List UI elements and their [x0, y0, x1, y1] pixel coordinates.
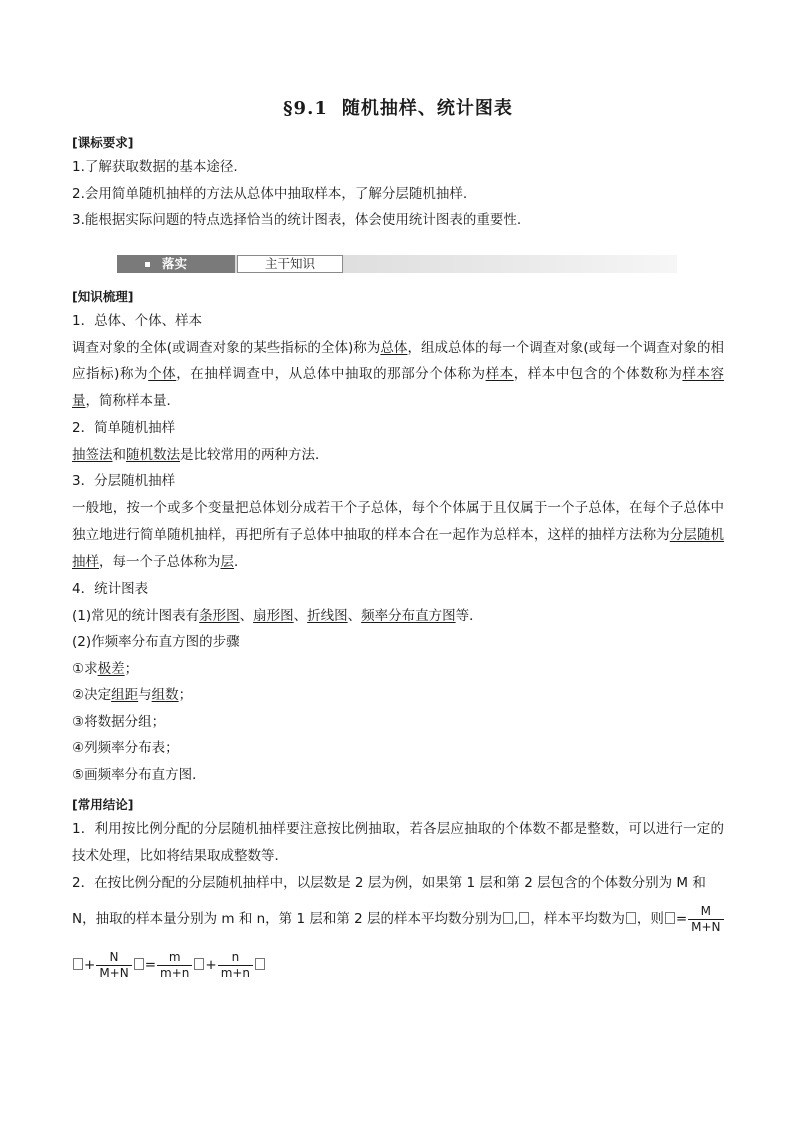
key-term: 样本容量 [72, 366, 725, 410]
placeholder-box-icon [255, 958, 265, 970]
key-term: 层 [220, 553, 234, 570]
placeholder-box-icon [503, 912, 513, 924]
key-term: 分层随机抽样 [72, 527, 725, 570]
section-heading: 4．统计图表 [72, 580, 149, 597]
fraction: $\frac{N}{M+N}$ [96, 950, 131, 981]
key-term: 条形图 [199, 607, 240, 624]
key-term: 组距 [111, 687, 139, 704]
placeholder-box-icon [194, 958, 204, 970]
key-term: 个体 [148, 366, 177, 383]
paragraph: (1)常见的统计图表有条形图、扇形图、折线图、频率分布直方图等． [72, 607, 483, 624]
step-item: ④列频率分布表； [72, 740, 179, 757]
key-term: 折线图 [307, 607, 348, 624]
step-item: ⑤画频率分布直方图． [72, 766, 206, 783]
section-heading: 3．分层随机抽样 [72, 473, 176, 490]
paragraph: 一般地，按一个或多个变量把总体划分成若干个子总体，每个个体属于且仅属于一个子总体，在每个子总体中独立地进行简单随机抽样，再把所有子总体中抽取的样本合在一起作为总样本，这样的抽样方法称为分层随机抽样，每一个子总体称为层． [72, 500, 725, 570]
square-bullet-icon [145, 262, 150, 267]
requirement-item: 3.能根据实际问题的特点选择恰当的统计图表，体会使用统计图表的重要性. [72, 212, 522, 228]
key-term: 抽签法 [72, 446, 113, 463]
paragraph: 调查对象的全体(或调查对象的某些指标的全体)称为总体，组成总体的每一个调查对象(或每一个调查对象的相应指标)称为个体，在抽样调查中，从总体中抽取的那部分个体称为样本，样本中包含的个体数称为样本容量，简称样本量． [72, 339, 725, 410]
placeholder-box-icon [73, 958, 83, 970]
key-term: 扇形图 [253, 607, 294, 624]
placeholder-box-icon [626, 912, 636, 924]
paragraph: 抽签法和随机数法是比较常用的两种方法． [72, 446, 329, 463]
key-term: 频率分布直方图 [361, 607, 456, 624]
fraction: $\frac{M}{M+N}$ [688, 904, 723, 935]
placeholder-box-icon [665, 912, 675, 924]
formula-line: N，抽取的样本量分别为 m 和 n，第 1 层和第 2 层的样本平均数分别为 , ，样本平均数为 ，则 = $\frac{M}{M+N}$ [72, 896, 724, 942]
section-banner [72, 236, 724, 280]
key-term: 总体 [380, 339, 408, 356]
step-item: ②决定组距与组数； [72, 687, 193, 704]
placeholder-box-icon [134, 958, 144, 970]
fraction: $\frac{n}{m+n}$ [218, 950, 253, 981]
section-heading: 1．总体、个体、样本 [72, 312, 203, 329]
banner-dark-label: 落实 [117, 255, 235, 273]
document-page [72, 92, 724, 988]
step-item: ①求极差； [72, 660, 139, 677]
paragraph: 1．利用按比例分配的分层随机抽样要注意按比例抽取，若各层应抽取的个体数不都是整数，可以进行一定的技术处理，比如将结果取成整数等． [72, 821, 724, 865]
requirement-item: 2.会用简单随机抽样的方法从总体中抽取样本，了解分层随机抽样. [72, 185, 468, 202]
banner-light-label: 主干知识 [237, 255, 343, 273]
key-term: 组数 [151, 687, 179, 704]
title-text: 随机抽样、统计图表 [341, 98, 513, 119]
key-term: 极差 [97, 660, 125, 677]
knowledge-tag: [知识梳理] [72, 288, 134, 304]
conclusions-tag: [常用结论] [72, 797, 134, 813]
page-title [72, 92, 724, 126]
requirements-tag: [课标要求] [72, 135, 134, 150]
key-term: 样本 [485, 366, 514, 383]
section-heading: 2．简单随机抽样 [72, 419, 176, 436]
step-item: ③将数据分组； [72, 713, 166, 730]
placeholder-box-icon [519, 912, 529, 924]
fraction: $\frac{m}{m+n}$ [157, 950, 192, 981]
paragraph: 2．在按比例分配的分层随机抽样中，以层数是 2 层为例，如果第 1 层和第 2 层包含的个体数分别为 M 和 [72, 874, 706, 891]
formula-line: + $\frac{N}{M+N}$ = $\frac{m}{m+n}$ + $\frac{n}{m+n}$ [72, 942, 724, 988]
key-term: 随机数法 [126, 446, 180, 463]
paragraph: (2)作频率分布直方图的步骤 [72, 634, 240, 651]
section-number: §9.1 [283, 98, 328, 119]
requirement-item: 1.了解获取数据的基本途径. [72, 159, 238, 175]
